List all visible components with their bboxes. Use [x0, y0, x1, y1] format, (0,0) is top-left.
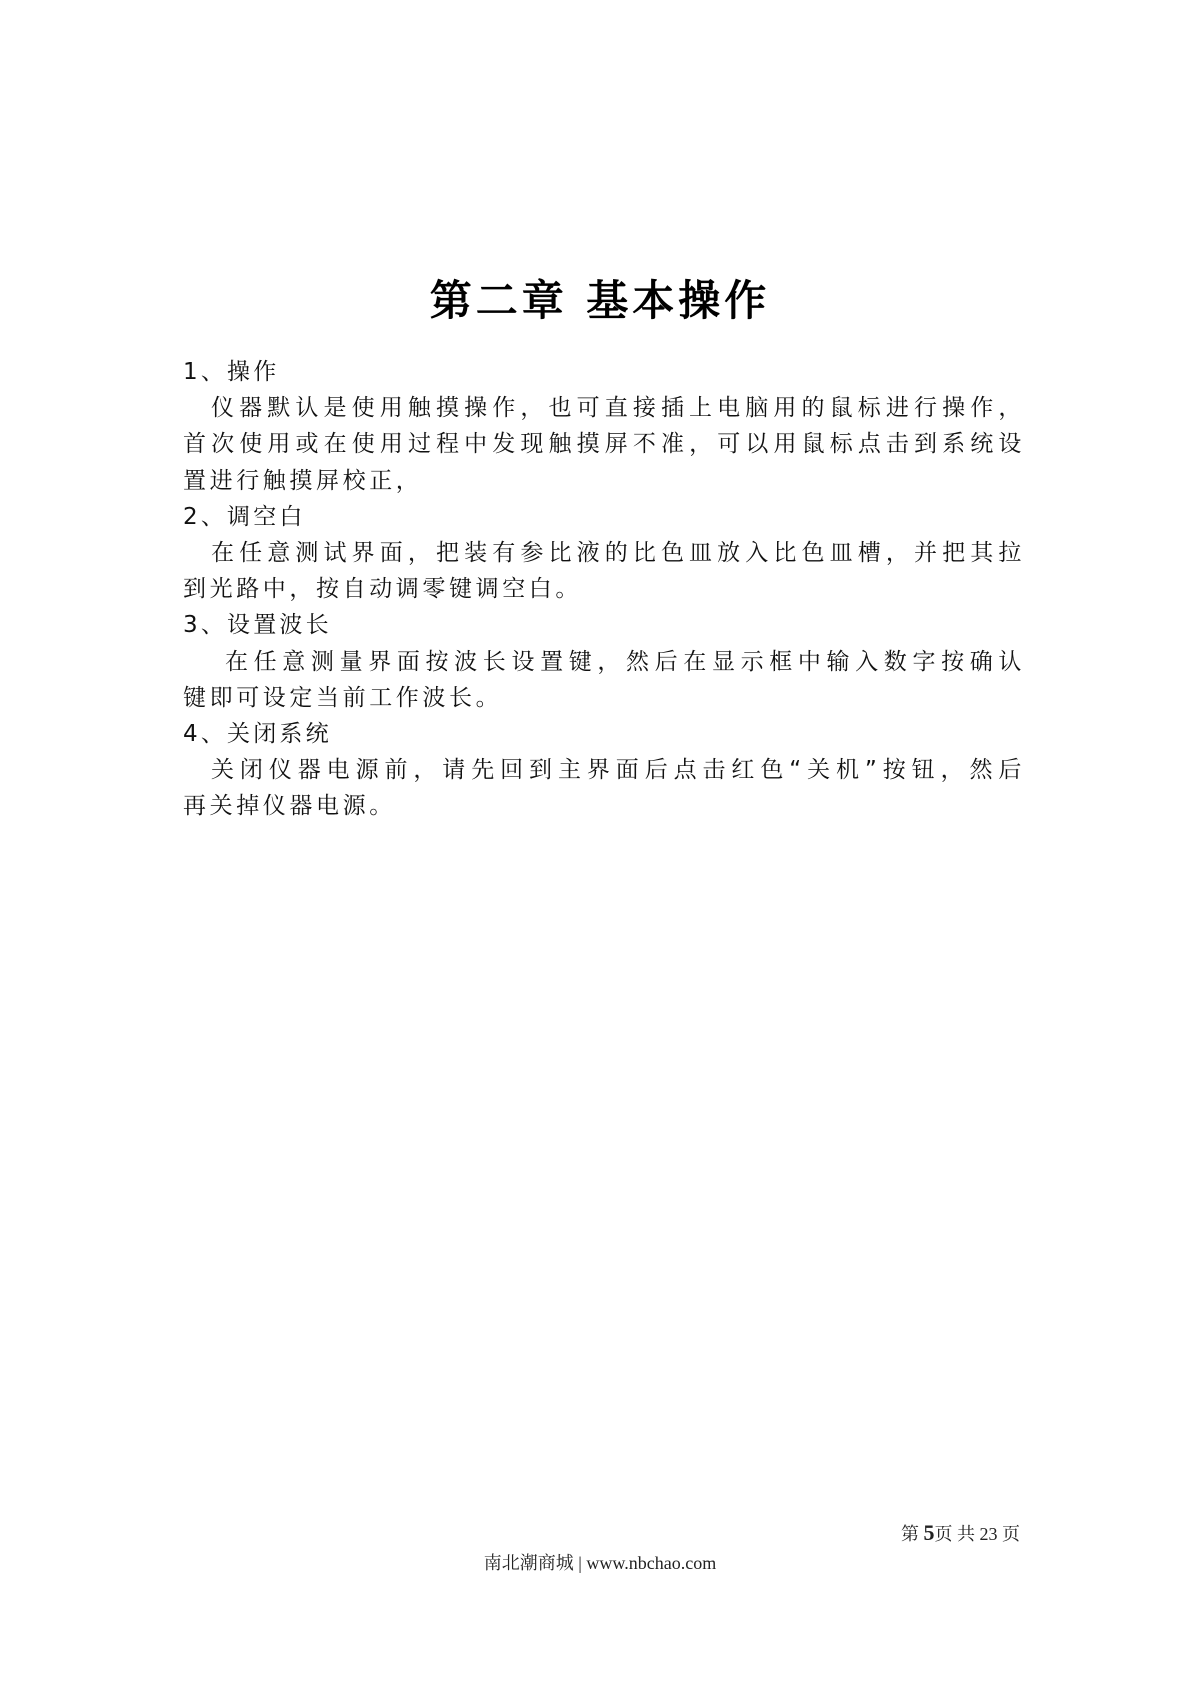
section-heading-blank-adjust: 2、调空白	[183, 503, 306, 530]
section-heading-operation: 1、操作	[183, 359, 280, 385]
paragraph-line: 到光路中，按自动调零键调空白。	[183, 576, 582, 603]
paragraph-line: 仪器默认是使用触摸操作，也可直接插上电脑用的鼠标进行操作，	[211, 395, 1025, 422]
section-heading-shutdown: 4、关闭系统	[183, 720, 332, 747]
section-heading-set-wavelength: 3、设置波长	[183, 612, 332, 639]
paragraph-line: 在任意测试界面，把装有参比液的比色皿放入比色皿槽，并把其拉	[211, 539, 1025, 566]
document-body	[183, 354, 1025, 824]
chapter-title: 第二章 基本操作	[429, 276, 771, 325]
paragraph-line: 置进行触摸屏校正，	[183, 467, 423, 494]
page-suffix: 页 共 23 页	[934, 1524, 1020, 1544]
page-number	[880, 1520, 1020, 1546]
current-page-number: 5	[923, 1520, 935, 1545]
page-prefix: 第	[901, 1524, 924, 1544]
paragraph-line: 再关掉仪器电源。	[183, 793, 396, 820]
paragraph-line: 首次使用或在使用过程中发现触摸屏不准，可以用鼠标点击到系统设	[183, 431, 1025, 458]
footer-site-link[interactable]: 南北潮商城 | www.nbchao.com	[483, 1553, 717, 1573]
paragraph-line: 在任意测量界面按波长设置键，然后在显示框中输入数字按确认	[225, 648, 1025, 675]
paragraph-line: 键即可设定当前工作波长。	[183, 684, 503, 711]
paragraph-line: 关闭仪器电源前，请先回到主界面后点击红色“关机”按钮，然后	[211, 757, 1025, 784]
